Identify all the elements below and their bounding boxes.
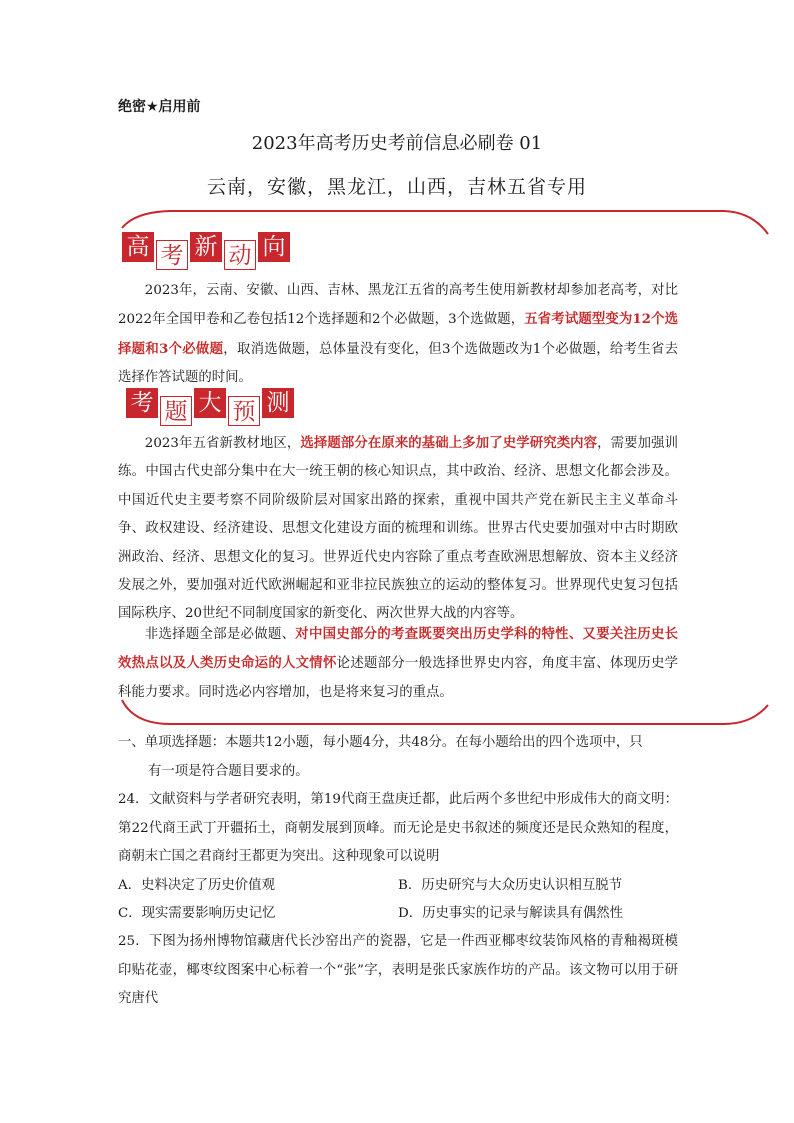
page-title: 2023年高考历史考前信息必刷卷 01 xyxy=(251,133,543,154)
banner-char: 动 xyxy=(224,240,256,270)
banner-char: 测 xyxy=(262,388,294,418)
q24-option-c[interactable]: C．现实需要影响历史记忆 xyxy=(118,906,276,921)
question-24-stem: 24．文献资料与学者研究表明，第19代商王盘庚迁都，此后两个多世纪中形成伟大的商文明：第22代商王武丁开疆拓土，商朝发展到顶峰。而无论是史书叙述的频度还是民众熟知的程度，商朝末亡国之君商纣王都更为突出。这种现象可以说明 xyxy=(118,792,678,865)
text-run: 论述题部分一般选择世界史内容，角度丰富、体现历史学科能力要求。同时选必内容增加，也是将来复习的重点。 xyxy=(118,656,679,700)
banner-char: 考 xyxy=(156,240,188,270)
banner-exam-predictions xyxy=(126,388,294,426)
banner-char: 新 xyxy=(190,232,222,262)
instruction-line: 一、单项选择题：本题共12小题，每小题4分，共48分。在每小题给出的四个选项中，只 xyxy=(118,735,643,750)
banner-char: 题 xyxy=(160,396,192,426)
page-subtitle: 云南，安徽，黑龙江，山西，吉林五省专用 xyxy=(206,176,587,198)
text-run: ，取消选做题，总体量没有变化，但3个选做题改为1个必做题，给考生省去选择作答试题的时间。 xyxy=(118,341,678,386)
question-25-stem: 25．下图为扬州博物馆藏唐代长沙窑出产的瓷器，它是一件西亚椰枣纹装饰风格的青釉褐斑模印贴花壶，椰枣纹图案中心标着一个“张”字，表明是张氏家族作坊的产品。该文物可以用于研究唐代 xyxy=(118,934,678,1007)
highlight-text: 五省考试题型变为12个选择题和3个必做题 xyxy=(118,311,678,357)
banner-exam-trends xyxy=(122,232,290,270)
q24-option-b[interactable]: B．历史研究与大众历史认识相互脱节 xyxy=(398,878,623,893)
banner-char: 预 xyxy=(228,396,260,426)
q24-option-a[interactable]: A．史料决定了历史价值观 xyxy=(118,878,275,893)
highlight-text: 对中国史部分的考查既要突出历史学科的特性、又要关注历史长效热点以及人类历史命运的人文情怀 xyxy=(118,626,679,672)
top-arc xyxy=(122,211,768,234)
exam-trends-paragraph xyxy=(118,277,678,393)
banner-char: 高 xyxy=(122,232,154,262)
text-run: ，需要加强训练。中国古代史部分集中在大一统王朝的核心知识点，其中政治、经济、思想文化都会涉及。中国近代史主要考察不同阶级阶层对国家出路的探索，重视中国共产党在新民主主义革命斗争、政权建设、经济建设、思想文化建设方面的梳理和训练。世界古代史要加强对中古时期欧洲政治、经济、思想文化的复习。世界近代史内容除了重点考查欧洲思想解放、资本主义经济发展之外，要加强对近代欧洲崛起和亚非拉民族独立的运动的整体复习。世界现代史复习包括国际秩序、20世纪不同制度国家的新变化、两次世界大战的内容等。 xyxy=(118,436,679,622)
banner-char: 向 xyxy=(258,232,290,262)
text-run: 2023年，云南、安徽、山西、吉林、黑龙江五省的高考生使用新教材却参加老高考，对比2022年全国甲卷和乙卷包括12个选择题和2个必做题，3个选做题， xyxy=(118,283,678,328)
text-run: 非选择题全部是必做题、 xyxy=(144,627,296,642)
q24-option-d[interactable]: D．历史事实的记录与解读具有偶然性 xyxy=(398,906,623,921)
confidential-label: 绝密★启用前 xyxy=(118,99,201,115)
instruction-line: 有一项是符合题目要求的。 xyxy=(148,763,309,779)
prediction-paragraph-1 xyxy=(118,429,678,629)
prediction-paragraph-2 xyxy=(118,620,678,707)
text-run: 2023年五省新教材地区， xyxy=(144,436,301,451)
banner-char: 考 xyxy=(126,388,158,418)
banner-char: 大 xyxy=(194,388,226,418)
highlight-text: 选择题部分在原来的基础上多加了史学研究类内容 xyxy=(300,435,598,451)
section-instructions xyxy=(118,729,678,786)
